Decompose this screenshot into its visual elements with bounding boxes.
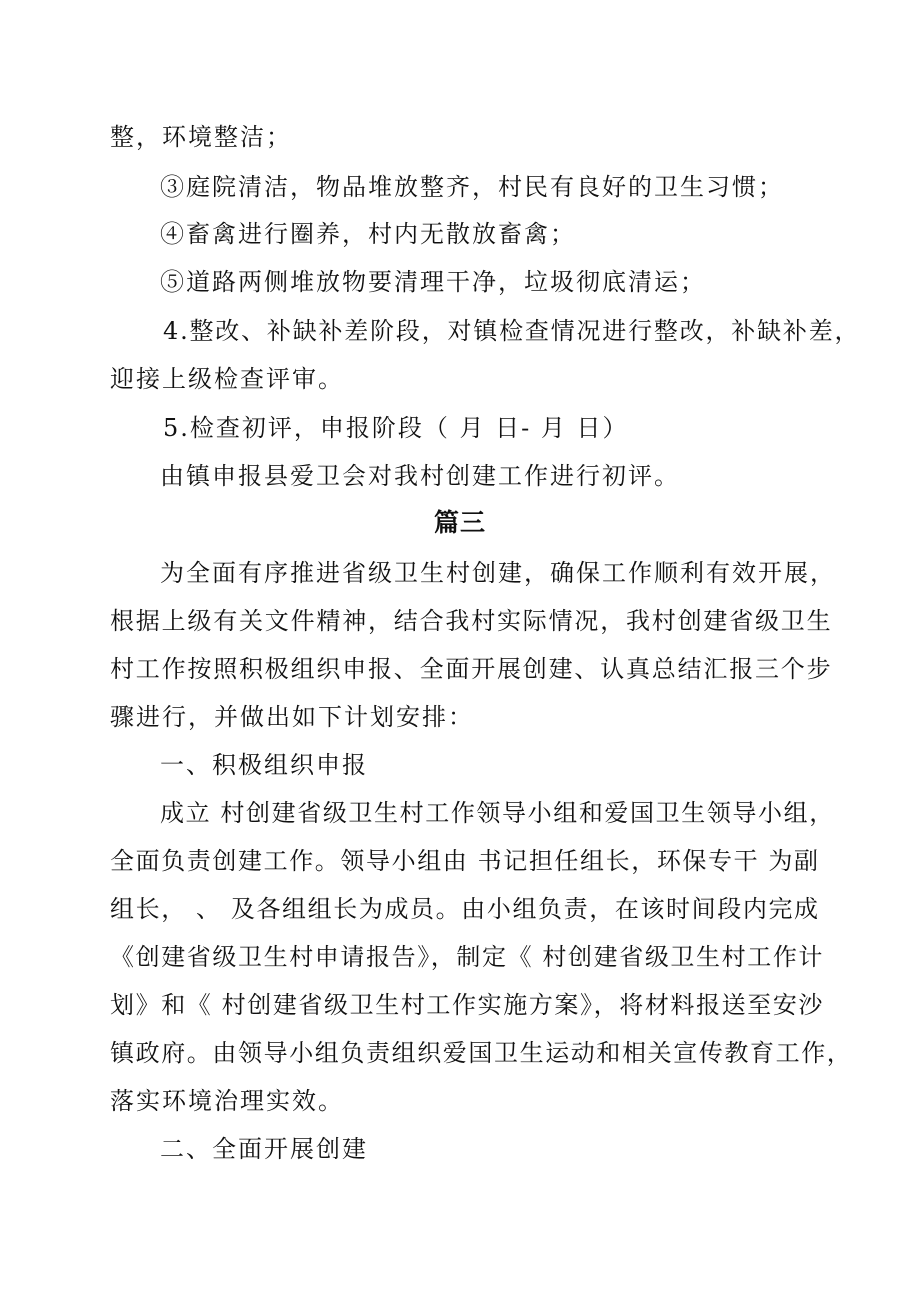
section-1-line-1: 成立 村创建省级卫生村工作领导小组和爱国卫生领导小组，: [160, 799, 835, 827]
section-1-line-2: 全面负责创建工作。领导小组由 书记担任组长，环保专干 为副: [110, 847, 820, 875]
section-1-line-5: 划》和《 村创建省级卫生村工作实施方案》，将材料报送至安沙: [110, 991, 825, 1019]
section-1-line-7: 落实环境治理实效。: [110, 1087, 344, 1115]
list-item-5: ⑤道路两侧堆放物要清理干净，垃圾彻底清运；: [160, 268, 706, 296]
intro-line-4: 骤进行，并做出如下计划安排：: [110, 703, 474, 731]
step-4-line-2: 迎接上级检查评审。: [110, 365, 344, 393]
section-1-line-3: 组长， 、 及各组组长为成员。由小组负责，在该时间段内完成: [110, 895, 820, 923]
intro-line-1: 为全面有序推进省级卫生村创建，确保工作顺利有效开展，: [160, 559, 836, 587]
paragraph-line: 整，环境整洁；: [110, 123, 292, 151]
step-5-description: 由镇申报县爱卫会对我村创建工作进行初评。: [160, 462, 680, 490]
intro-line-3: 村工作按照积极组织申报、全面开展创建、认真总结汇报三个步: [110, 655, 833, 683]
intro-line-2: 根据上级有关文件精神，结合我村实际情况，我村创建省级卫生: [110, 607, 833, 635]
step-5: 5.检查初评，申报阶段（ 月 日- 月 日）: [163, 414, 629, 442]
section-heading: 篇三: [433, 508, 486, 537]
section-2-title: 二、全面开展创建: [160, 1135, 368, 1163]
section-1-title: 一、积极组织申报: [160, 751, 368, 779]
step-4-line-1: 4.整改、补缺补差阶段，对镇检查情况进行整改，补缺补差，: [163, 317, 861, 345]
list-item-3: ③庭院清洁，物品堆放整齐，村民有良好的卫生习惯；: [160, 173, 784, 201]
section-1-line-4: 《创建省级卫生村申请报告》，制定《 村创建省级卫生村工作计: [110, 943, 825, 971]
section-1-line-6: 镇政府。由领导小组负责组织爱国卫生运动和相关宣传教育工作，: [110, 1039, 853, 1067]
list-item-4: ④畜禽进行圈养，村内无散放畜禽；: [160, 220, 576, 248]
